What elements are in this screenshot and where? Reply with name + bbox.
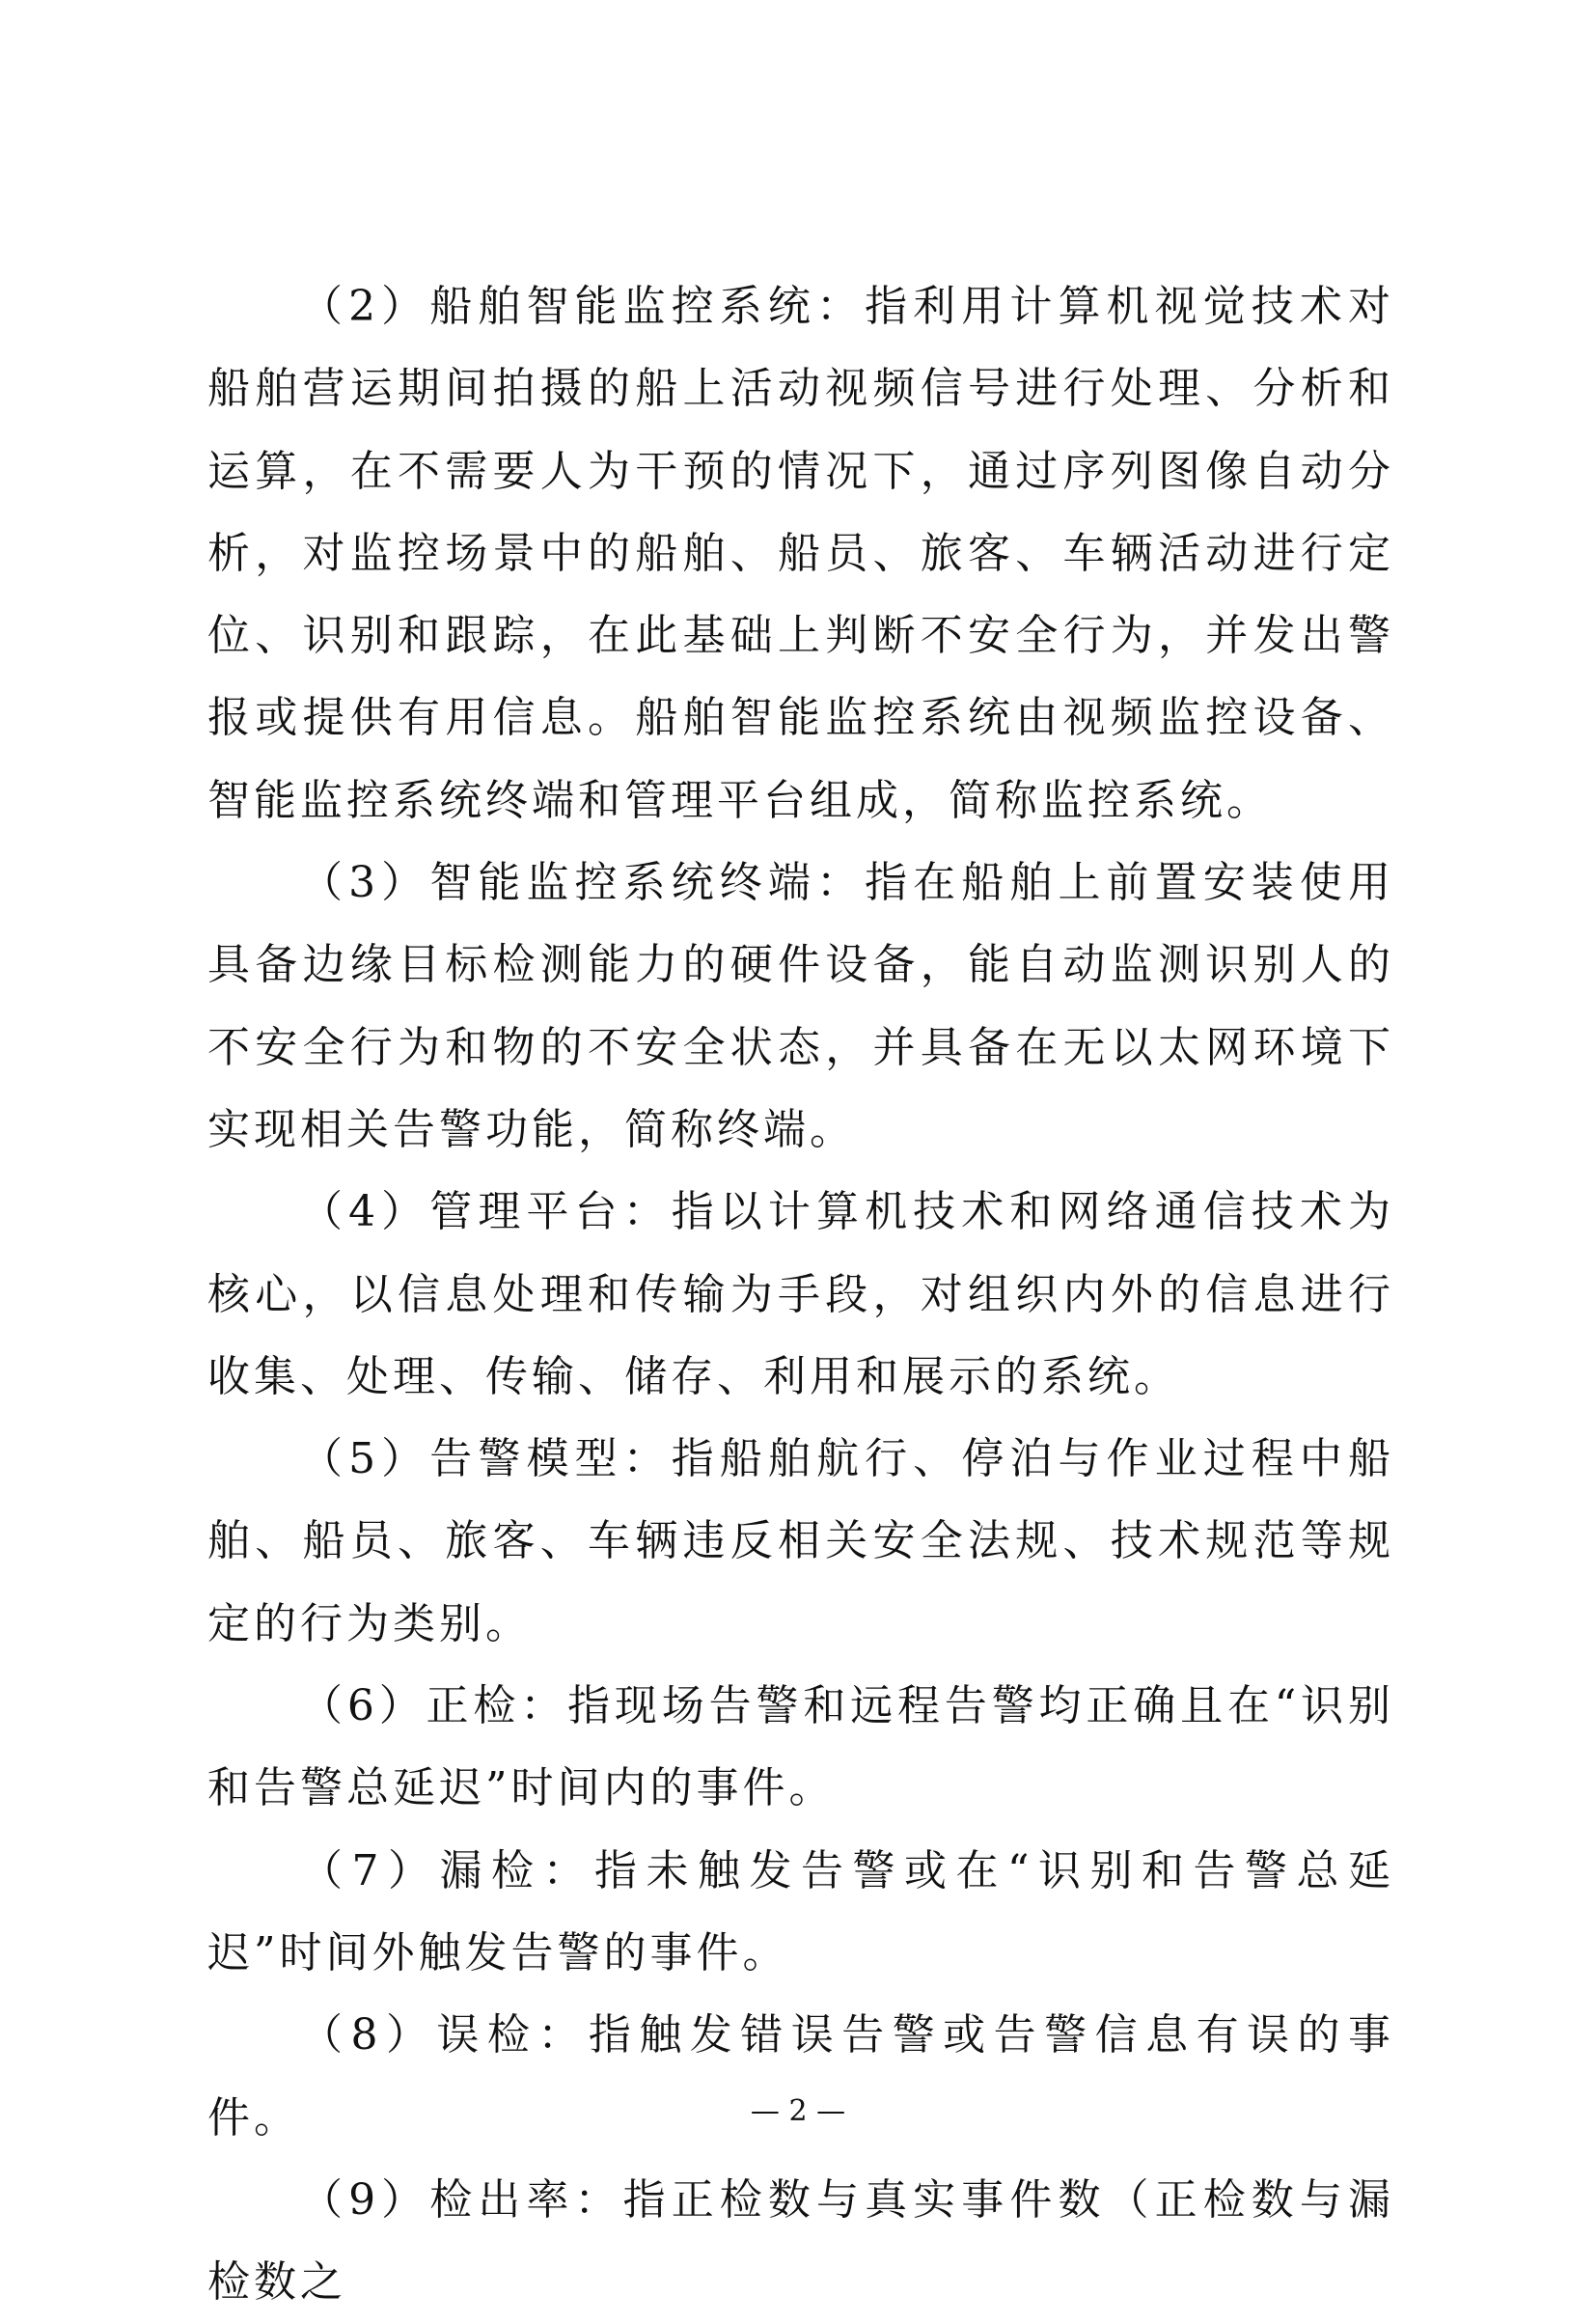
paragraph-definition-9: （9）检出率：指正检数与真实事件数（正检数与漏检数之 [207, 2174, 1394, 2308]
paragraph-definition-5: （5）告警模型：指船舶航行、停泊与作业过程中船舶、船员、旅客、车辆违反相关安全法规、技术规范等规定的行为类别。 [207, 1434, 1394, 1648]
page-number: — 2 — [750, 2094, 846, 2128]
paragraph-definition-7: （7）漏检：指未触发告警或在“识别和告警总延迟”时间外触发告警的事件。 [207, 1845, 1394, 1977]
body-text [207, 265, 1394, 2323]
paragraph-definition-6: （6）正检：指现场告警和远程告警均正确且在“识别和告警总延迟”时间内的事件。 [207, 1681, 1394, 1813]
paragraph-definition-3: （3）智能监控系统终端：指在船舶上前置安装使用具备边缘目标检测能力的硬件设备，能自动监测识别人的不安全行为和物的不安全状态，并具备在无以太网环境下实现相关告警功能，简称终端。 [207, 858, 1394, 1154]
paragraph-definition-2: （2）船舶智能监控系统：指利用计算机视觉技术对船舶营运期间拍摄的船上活动视频信号进行处理、分析和运算，在不需要人为干预的情况下，通过序列图像自动分析，对监控场景中的船舶、船员、旅客、车辆活动进行定位、识别和跟踪，在此基础上判断不安全行为，并发出警报或提供有用信息。船舶智能监控系统由视频监控设备、智能监控系统终端和管理平台组成，简称监控系统。 [207, 282, 1394, 825]
paragraph-definition-8: （8）误检：指触发错误告警或告警信息有误的事件。 [207, 2010, 1394, 2143]
paragraph-definition-4: （4）管理平台：指以计算机技术和网络通信技术为核心，以信息处理和传输为手段，对组织内外的信息进行收集、处理、传输、储存、利用和展示的系统。 [207, 1187, 1394, 1401]
